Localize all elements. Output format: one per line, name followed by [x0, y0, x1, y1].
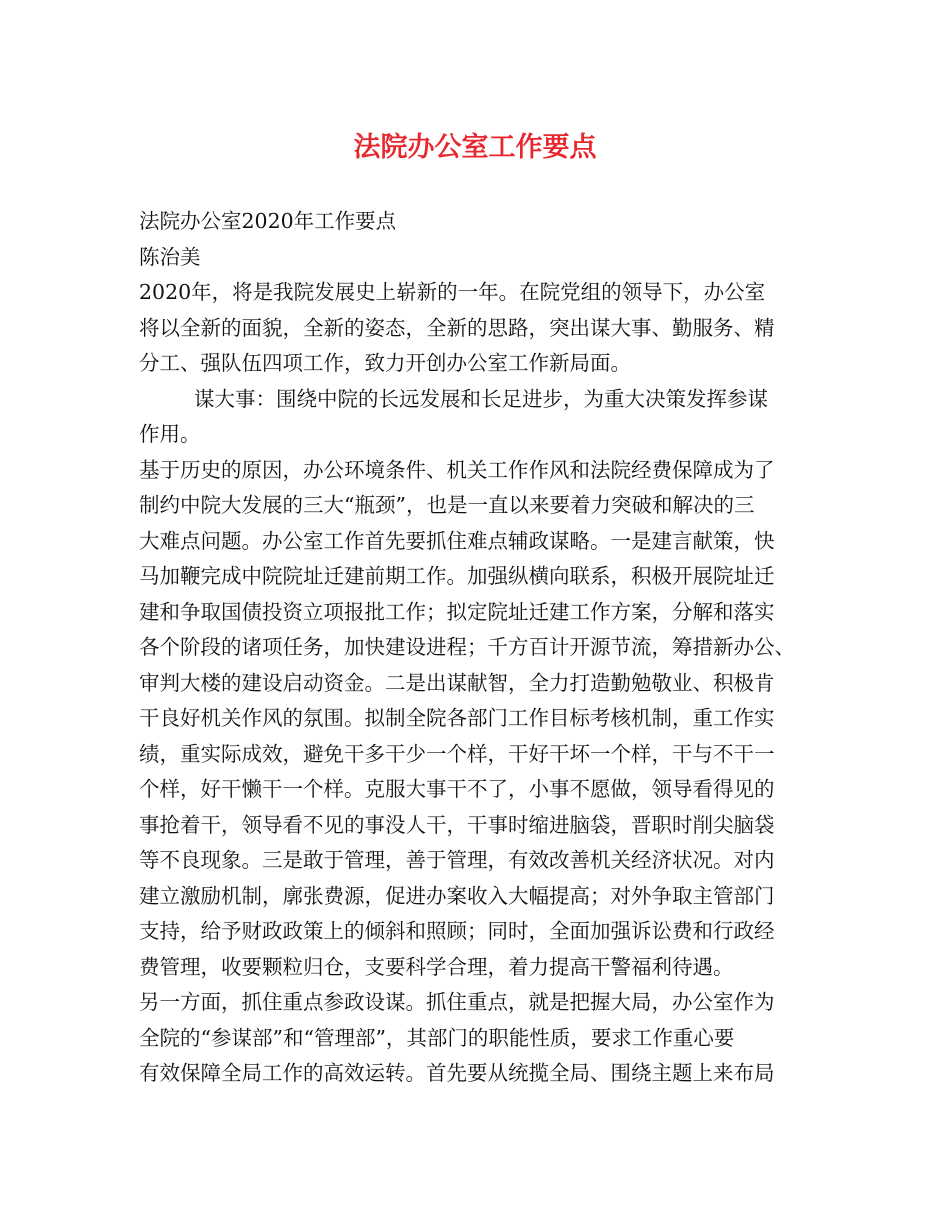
document-body	[139, 204, 819, 1092]
body-line: 作用。	[139, 422, 201, 446]
body-line: 陈治美	[139, 244, 201, 269]
body-line: 支持，给予财政政策上的倾斜和照顾；同时，全面加强诉讼费和行政经	[139, 919, 775, 943]
body-line: 制约中院大发展的三大“瓶颈”，也是一直以来要着力突破和解决的三	[139, 493, 755, 517]
body-line: 大难点问题。办公室工作首先要抓住难点辅政谋略。一是建言献策，快	[139, 528, 775, 553]
body-line: 建和争取国债投资立项报批工作；拟定院址迁建工作方案，分解和落实	[139, 599, 775, 624]
body-line: 基于历史的原因，办公环境条件、机关工作作风和法院经费保障成为了	[139, 457, 775, 482]
body-line: 费管理，收要颗粒归仓，支要科学合理，着力提高干警福利待遇。	[139, 954, 734, 979]
body-line: 2020年，将是我院发展史上崭新的一年。在院党组的领导下，办公室	[139, 280, 766, 304]
body-line: 个样，好干懒干一个样。克服大事干不了，小事不愿做，领导看得见的	[139, 777, 775, 801]
body-line: 干良好机关作风的氛围。拟制全院各部门工作目标考核机制，重工作实	[139, 706, 775, 730]
body-line: 绩，重实际成效，避免干多干少一个样，干好干坏一个样，干与不干一	[139, 741, 775, 766]
body-line: 全院的“参谋部”和“管理部”，其部门的职能性质，要求工作重心要	[139, 1025, 735, 1050]
body-line: 各个阶段的诸项任务，加快建设进程；千方百计开源节流，筹措新办公、	[139, 635, 795, 659]
body-line: 等不良现象。三是敢于管理，善于管理，有效改善机关经济状况。对内	[139, 848, 775, 872]
body-line: 谋大事：围绕中院的长远发展和长足进步，为重大决策发挥参谋	[194, 386, 768, 411]
body-line: 建立激励机制，廓张费源，促进办案收入大幅提高；对外争取主管部门	[139, 883, 775, 908]
body-line: 分工、强队伍四项工作，致力开创办公室工作新局面。	[139, 351, 631, 375]
body-line: 将以全新的面貌，全新的姿态，全新的思路，突出谋大事、勤服务、精	[139, 315, 775, 340]
body-line: 审判大楼的建设启动资金。二是出谋献智，全力打造勤勉敬业、积极肯	[139, 670, 775, 695]
body-line: 事抢着干，领导看不见的事没人干，干事时缩进脑袋，晋职时削尖脑袋	[139, 812, 775, 837]
body-line: 法院办公室2020年工作要点	[139, 209, 397, 233]
body-line: 有效保障全局工作的高效运转。首先要从统揽全局、围绕主题上来布局	[139, 1061, 775, 1085]
body-line: 马加鞭完成中院院址迁建前期工作。加强纵横向联系，积极开展院址迁	[139, 564, 775, 588]
body-line: 另一方面，抓住重点参政设谋。抓住重点，就是把握大局，办公室作为	[139, 990, 775, 1014]
document-title: 法院办公室工作要点	[353, 132, 597, 163]
